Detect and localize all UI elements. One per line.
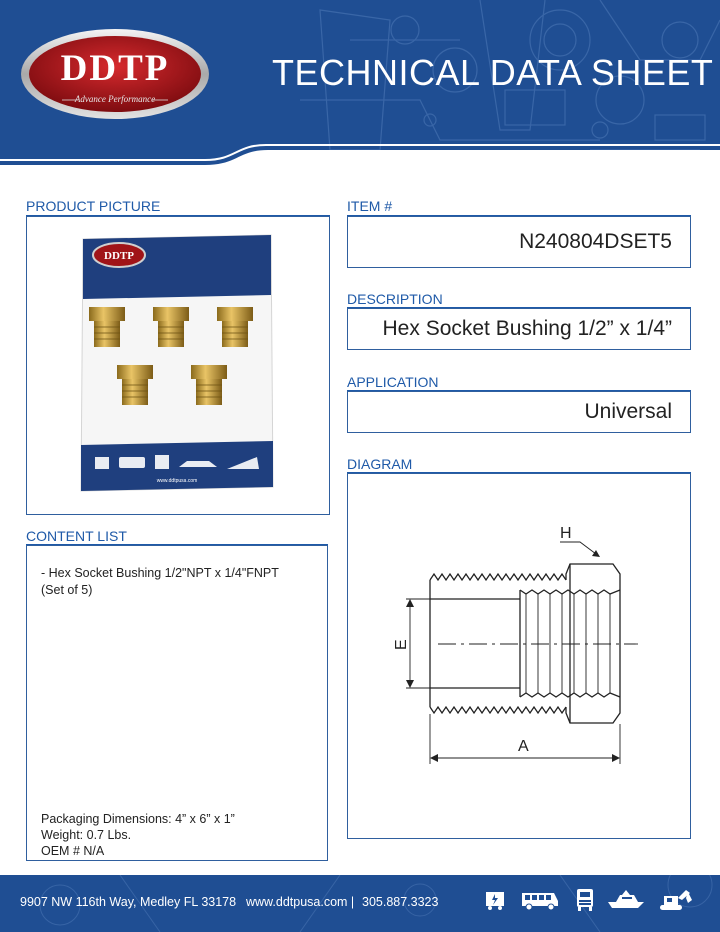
description-value: Hex Socket Bushing 1/2” x 1/4” (382, 317, 672, 340)
application-value: Universal (584, 400, 672, 423)
truck-icon (574, 887, 596, 913)
application-box (347, 391, 691, 433)
diagram-h-label: H (560, 525, 572, 542)
diagram-a-label: A (518, 738, 529, 755)
item-number-value: N240804DSET5 (519, 230, 672, 253)
product-image (27, 217, 329, 514)
weight: Weight: 0.7 Lbs. (41, 828, 132, 842)
excavator-icon (654, 887, 694, 913)
product-logo-text: DDTP (104, 250, 134, 262)
diagram-label: DIAGRAM (347, 456, 413, 472)
application-label: APPLICATION (347, 374, 439, 390)
diagram-box (347, 473, 691, 839)
logo-tagline: Advance Performance (74, 94, 156, 104)
product-footer-url: www.ddtpusa.com (156, 478, 198, 484)
footer-address: 9907 NW 116th Way, Medley FL 33178 (20, 895, 237, 909)
bushing-diagram (348, 474, 690, 838)
content-list-box (26, 545, 328, 861)
packaging-dimensions: Packaging Dimensions: 4” x 6” x 1” (41, 812, 235, 826)
boat-icon (606, 887, 646, 911)
logo-text: DDTP (60, 48, 170, 89)
description-box (347, 308, 691, 350)
ddtp-logo (20, 28, 210, 120)
footer-phone: 305.887.3323 (362, 895, 439, 909)
header-banner (0, 0, 720, 190)
content-item-line: - Hex Socket Bushing 1/2"NPT x 1/4"FNPT (41, 566, 279, 580)
product-picture-label: PRODUCT PICTURE (26, 198, 161, 214)
item-number-box (347, 216, 691, 268)
description-label: DESCRIPTION (347, 291, 443, 307)
footer-website[interactable]: www.ddtpusa.com | (246, 895, 355, 909)
generator-icon (484, 887, 506, 911)
oem-number: OEM # N/A (41, 844, 105, 858)
item-label: ITEM # (347, 198, 393, 214)
content-item-set: (Set of 5) (41, 583, 93, 597)
bus-icon (520, 887, 560, 911)
content-list-label: CONTENT LIST (26, 528, 127, 544)
product-picture-box (26, 216, 330, 515)
footer-bar (0, 875, 720, 932)
page-title: TECHNICAL DATA SHEET (272, 52, 714, 93)
diagram-e-label: E (393, 639, 410, 650)
